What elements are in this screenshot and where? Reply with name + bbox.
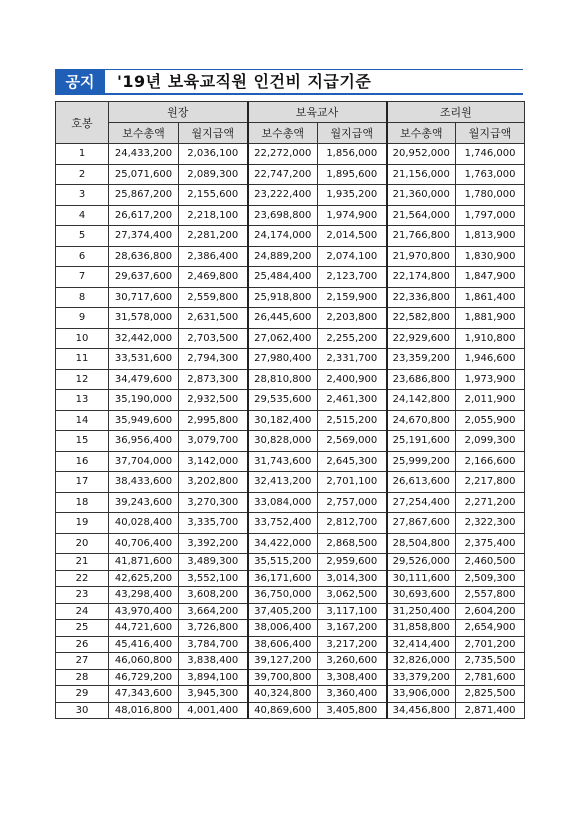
director-monthly-cell: 3,335,700	[179, 513, 248, 534]
step-cell: 20	[56, 533, 109, 554]
cook-annual-cell: 30,693,600	[387, 587, 456, 604]
teacher-annual-cell: 23,222,400	[248, 185, 318, 206]
director-annual-cell: 25,867,200	[109, 185, 179, 206]
teacher-annual-cell: 36,171,600	[248, 570, 318, 587]
step-cell: 11	[56, 349, 109, 370]
teacher-monthly-cell: 3,117,100	[318, 603, 387, 620]
director-annual-cell: 41,871,600	[109, 554, 179, 571]
cook-monthly-cell: 1,946,600	[456, 349, 525, 370]
teacher-annual-cell: 38,006,400	[248, 620, 318, 637]
cook-annual-cell: 22,174,800	[387, 267, 456, 288]
cook-annual-cell: 22,582,800	[387, 308, 456, 329]
director-monthly-cell: 3,838,400	[179, 653, 248, 670]
table-row	[56, 554, 525, 571]
cook-monthly-cell: 2,871,400	[456, 702, 525, 719]
step-cell: 6	[56, 246, 109, 267]
step-cell: 23	[56, 587, 109, 604]
teacher-monthly-cell: 2,203,800	[318, 308, 387, 329]
director-annual-cell: 27,374,400	[109, 226, 179, 247]
director-monthly-cell: 2,155,600	[179, 185, 248, 206]
cook-monthly-cell: 2,375,400	[456, 533, 525, 554]
director-annual-cell: 45,416,400	[109, 636, 179, 653]
director-monthly-cell: 3,489,300	[179, 554, 248, 571]
teacher-monthly-cell: 2,331,700	[318, 349, 387, 370]
cook-monthly-cell: 2,604,200	[456, 603, 525, 620]
director-monthly-cell: 3,142,000	[179, 451, 248, 472]
teacher-annual-cell: 34,422,000	[248, 533, 318, 554]
subheader-annual-total: 보수총액	[109, 123, 179, 144]
step-cell: 17	[56, 472, 109, 493]
director-monthly-cell: 2,703,500	[179, 328, 248, 349]
cook-monthly-cell: 1,763,000	[456, 164, 525, 185]
cook-annual-cell: 25,191,600	[387, 431, 456, 452]
director-annual-cell: 29,637,600	[109, 267, 179, 288]
cook-annual-cell: 21,360,000	[387, 185, 456, 206]
cook-annual-cell: 26,613,600	[387, 472, 456, 493]
teacher-annual-cell: 27,980,400	[248, 349, 318, 370]
director-annual-cell: 36,956,400	[109, 431, 179, 452]
cook-annual-cell: 30,111,600	[387, 570, 456, 587]
director-annual-cell: 35,190,000	[109, 390, 179, 411]
director-monthly-cell: 3,552,100	[179, 570, 248, 587]
step-cell: 24	[56, 603, 109, 620]
director-annual-cell: 43,298,400	[109, 587, 179, 604]
group-header-director: 원장	[109, 102, 248, 123]
table-row	[56, 451, 525, 472]
step-cell: 7	[56, 267, 109, 288]
step-cell: 1	[56, 144, 109, 165]
cook-annual-cell: 27,254,400	[387, 492, 456, 513]
step-cell: 29	[56, 686, 109, 703]
teacher-monthly-cell: 3,062,500	[318, 587, 387, 604]
subheader-monthly-pay: 월지급액	[179, 123, 248, 144]
teacher-annual-cell: 25,484,400	[248, 267, 318, 288]
cook-monthly-cell: 1,861,400	[456, 287, 525, 308]
director-annual-cell: 28,636,800	[109, 246, 179, 267]
cook-monthly-cell: 1,797,000	[456, 205, 525, 226]
cook-annual-cell: 31,858,800	[387, 620, 456, 637]
director-annual-cell: 46,060,800	[109, 653, 179, 670]
director-annual-cell: 43,970,400	[109, 603, 179, 620]
director-monthly-cell: 2,794,300	[179, 349, 248, 370]
teacher-monthly-cell: 3,308,400	[318, 669, 387, 686]
director-annual-cell: 38,433,600	[109, 472, 179, 493]
step-cell: 18	[56, 492, 109, 513]
table-row	[56, 349, 525, 370]
teacher-monthly-cell: 3,167,200	[318, 620, 387, 637]
step-cell: 15	[56, 431, 109, 452]
step-cell: 4	[56, 205, 109, 226]
cook-annual-cell: 21,766,800	[387, 226, 456, 247]
director-monthly-cell: 2,089,300	[179, 164, 248, 185]
cook-monthly-cell: 2,735,500	[456, 653, 525, 670]
table-row	[56, 205, 525, 226]
step-cell: 3	[56, 185, 109, 206]
teacher-monthly-cell: 2,757,000	[318, 492, 387, 513]
director-annual-cell: 32,442,000	[109, 328, 179, 349]
table-row	[56, 267, 525, 288]
teacher-monthly-cell: 2,959,600	[318, 554, 387, 571]
teacher-annual-cell: 40,324,800	[248, 686, 318, 703]
teacher-annual-cell: 39,127,200	[248, 653, 318, 670]
table-row	[56, 144, 525, 165]
cook-annual-cell: 27,867,600	[387, 513, 456, 534]
director-annual-cell: 42,625,200	[109, 570, 179, 587]
step-header: 호봉	[56, 102, 109, 144]
teacher-monthly-cell: 3,405,800	[318, 702, 387, 719]
teacher-monthly-cell: 1,935,200	[318, 185, 387, 206]
step-cell: 22	[56, 570, 109, 587]
cook-annual-cell: 22,336,800	[387, 287, 456, 308]
table-row	[56, 164, 525, 185]
subheader-monthly-pay: 월지급액	[456, 123, 525, 144]
teacher-monthly-cell: 3,360,400	[318, 686, 387, 703]
table-body	[56, 144, 525, 719]
teacher-monthly-cell: 1,974,900	[318, 205, 387, 226]
teacher-monthly-cell: 3,014,300	[318, 570, 387, 587]
director-monthly-cell: 4,001,400	[179, 702, 248, 719]
table-row	[56, 669, 525, 686]
cook-annual-cell: 33,379,200	[387, 669, 456, 686]
teacher-annual-cell: 35,515,200	[248, 554, 318, 571]
teacher-monthly-cell: 2,645,300	[318, 451, 387, 472]
teacher-monthly-cell: 2,515,200	[318, 410, 387, 431]
teacher-annual-cell: 33,752,400	[248, 513, 318, 534]
table-row	[56, 636, 525, 653]
cook-monthly-cell: 2,055,900	[456, 410, 525, 431]
director-annual-cell: 34,479,600	[109, 369, 179, 390]
cook-annual-cell: 24,142,800	[387, 390, 456, 411]
cook-monthly-cell: 2,701,200	[456, 636, 525, 653]
director-annual-cell: 40,706,400	[109, 533, 179, 554]
cook-annual-cell: 23,686,800	[387, 369, 456, 390]
table-row	[56, 226, 525, 247]
table-row	[56, 620, 525, 637]
cook-annual-cell: 32,414,400	[387, 636, 456, 653]
cook-annual-cell: 22,929,600	[387, 328, 456, 349]
cook-monthly-cell: 2,654,900	[456, 620, 525, 637]
teacher-annual-cell: 23,698,800	[248, 205, 318, 226]
cook-monthly-cell: 1,746,000	[456, 144, 525, 165]
teacher-monthly-cell: 3,217,200	[318, 636, 387, 653]
teacher-annual-cell: 37,405,200	[248, 603, 318, 620]
document-title: '19년 보육교직원 인건비 지급기준	[117, 72, 372, 91]
director-monthly-cell: 2,873,300	[179, 369, 248, 390]
teacher-annual-cell: 27,062,400	[248, 328, 318, 349]
cook-annual-cell: 21,156,000	[387, 164, 456, 185]
teacher-monthly-cell: 2,014,500	[318, 226, 387, 247]
step-cell: 16	[56, 451, 109, 472]
cook-monthly-cell: 1,910,800	[456, 328, 525, 349]
director-annual-cell: 47,343,600	[109, 686, 179, 703]
step-cell: 5	[56, 226, 109, 247]
teacher-annual-cell: 28,810,800	[248, 369, 318, 390]
teacher-monthly-cell: 2,159,900	[318, 287, 387, 308]
step-cell: 10	[56, 328, 109, 349]
cook-monthly-cell: 1,973,900	[456, 369, 525, 390]
step-cell: 19	[56, 513, 109, 534]
teacher-annual-cell: 40,869,600	[248, 702, 318, 719]
teacher-annual-cell: 25,918,800	[248, 287, 318, 308]
table-row	[56, 513, 525, 534]
director-monthly-cell: 3,894,100	[179, 669, 248, 686]
director-monthly-cell: 3,664,200	[179, 603, 248, 620]
director-annual-cell: 46,729,200	[109, 669, 179, 686]
cook-monthly-cell: 2,217,800	[456, 472, 525, 493]
cook-monthly-cell: 2,099,300	[456, 431, 525, 452]
step-cell: 13	[56, 390, 109, 411]
cook-annual-cell: 28,504,800	[387, 533, 456, 554]
step-cell: 2	[56, 164, 109, 185]
cook-annual-cell: 32,826,000	[387, 653, 456, 670]
director-monthly-cell: 3,392,200	[179, 533, 248, 554]
cook-annual-cell: 29,526,000	[387, 554, 456, 571]
table-row	[56, 328, 525, 349]
teacher-annual-cell: 32,413,200	[248, 472, 318, 493]
cook-monthly-cell: 2,825,500	[456, 686, 525, 703]
director-annual-cell: 48,016,800	[109, 702, 179, 719]
salary-table	[55, 101, 525, 719]
table-row	[56, 390, 525, 411]
cook-monthly-cell: 2,322,300	[456, 513, 525, 534]
table-row	[56, 369, 525, 390]
step-cell: 26	[56, 636, 109, 653]
director-annual-cell: 39,243,600	[109, 492, 179, 513]
teacher-monthly-cell: 1,856,000	[318, 144, 387, 165]
cook-monthly-cell: 2,509,300	[456, 570, 525, 587]
teacher-annual-cell: 39,700,800	[248, 669, 318, 686]
director-annual-cell: 37,704,000	[109, 451, 179, 472]
cook-monthly-cell: 1,847,900	[456, 267, 525, 288]
notice-header	[55, 69, 523, 95]
step-cell: 14	[56, 410, 109, 431]
step-cell: 8	[56, 287, 109, 308]
table-row	[56, 287, 525, 308]
director-annual-cell: 44,721,600	[109, 620, 179, 637]
cook-annual-cell: 21,970,800	[387, 246, 456, 267]
teacher-monthly-cell: 2,400,900	[318, 369, 387, 390]
director-monthly-cell: 3,079,700	[179, 431, 248, 452]
table-row	[56, 570, 525, 587]
subheader-annual-total: 보수총액	[387, 123, 456, 144]
teacher-monthly-cell: 2,461,300	[318, 390, 387, 411]
cook-annual-cell: 33,906,000	[387, 686, 456, 703]
table-row	[56, 246, 525, 267]
teacher-annual-cell: 24,889,200	[248, 246, 318, 267]
cook-annual-cell: 31,250,400	[387, 603, 456, 620]
director-monthly-cell: 3,784,700	[179, 636, 248, 653]
director-annual-cell: 25,071,600	[109, 164, 179, 185]
teacher-annual-cell: 22,747,200	[248, 164, 318, 185]
director-annual-cell: 24,433,200	[109, 144, 179, 165]
director-monthly-cell: 3,726,800	[179, 620, 248, 637]
cook-monthly-cell: 1,780,000	[456, 185, 525, 206]
teacher-monthly-cell: 2,868,500	[318, 533, 387, 554]
director-monthly-cell: 2,995,800	[179, 410, 248, 431]
teacher-monthly-cell: 2,701,100	[318, 472, 387, 493]
director-monthly-cell: 3,270,300	[179, 492, 248, 513]
teacher-monthly-cell: 2,812,700	[318, 513, 387, 534]
cook-monthly-cell: 2,166,600	[456, 451, 525, 472]
table-row	[56, 603, 525, 620]
step-cell: 12	[56, 369, 109, 390]
table-row	[56, 431, 525, 452]
step-cell: 9	[56, 308, 109, 329]
header-bottom-rule	[105, 93, 523, 95]
subheader-monthly-pay: 월지급액	[318, 123, 387, 144]
director-monthly-cell: 2,631,500	[179, 308, 248, 329]
cook-annual-cell: 25,999,200	[387, 451, 456, 472]
teacher-annual-cell: 29,535,600	[248, 390, 318, 411]
cook-monthly-cell: 2,271,200	[456, 492, 525, 513]
teacher-monthly-cell: 1,895,600	[318, 164, 387, 185]
cook-annual-cell: 23,359,200	[387, 349, 456, 370]
table-row	[56, 533, 525, 554]
table-row	[56, 472, 525, 493]
director-monthly-cell: 3,608,200	[179, 587, 248, 604]
cook-annual-cell: 34,456,800	[387, 702, 456, 719]
director-monthly-cell: 2,932,500	[179, 390, 248, 411]
teacher-annual-cell: 38,606,400	[248, 636, 318, 653]
table-row	[56, 587, 525, 604]
director-monthly-cell: 2,036,100	[179, 144, 248, 165]
teacher-annual-cell: 31,743,600	[248, 451, 318, 472]
table-row	[56, 702, 525, 719]
director-monthly-cell: 2,386,400	[179, 246, 248, 267]
teacher-annual-cell: 30,828,000	[248, 431, 318, 452]
teacher-monthly-cell: 2,255,200	[318, 328, 387, 349]
director-annual-cell: 33,531,600	[109, 349, 179, 370]
table-row	[56, 653, 525, 670]
step-cell: 21	[56, 554, 109, 571]
director-monthly-cell: 2,281,200	[179, 226, 248, 247]
director-monthly-cell: 3,202,800	[179, 472, 248, 493]
director-monthly-cell: 3,945,300	[179, 686, 248, 703]
table-row	[56, 410, 525, 431]
director-annual-cell: 26,617,200	[109, 205, 179, 226]
teacher-monthly-cell: 2,074,100	[318, 246, 387, 267]
table-row	[56, 492, 525, 513]
director-annual-cell: 30,717,600	[109, 287, 179, 308]
teacher-annual-cell: 22,272,000	[248, 144, 318, 165]
step-cell: 30	[56, 702, 109, 719]
step-cell: 27	[56, 653, 109, 670]
cook-annual-cell: 20,952,000	[387, 144, 456, 165]
director-monthly-cell: 2,218,100	[179, 205, 248, 226]
group-header-cook: 조리원	[387, 102, 525, 123]
teacher-annual-cell: 33,084,000	[248, 492, 318, 513]
teacher-annual-cell: 30,182,400	[248, 410, 318, 431]
teacher-annual-cell: 24,174,000	[248, 226, 318, 247]
director-monthly-cell: 2,469,800	[179, 267, 248, 288]
group-header-teacher: 보육교사	[248, 102, 387, 123]
cook-annual-cell: 21,564,000	[387, 205, 456, 226]
cook-monthly-cell: 1,881,900	[456, 308, 525, 329]
cook-monthly-cell: 2,557,800	[456, 587, 525, 604]
teacher-monthly-cell: 2,569,000	[318, 431, 387, 452]
cook-monthly-cell: 2,781,600	[456, 669, 525, 686]
teacher-annual-cell: 26,445,600	[248, 308, 318, 329]
table-row	[56, 308, 525, 329]
cook-monthly-cell: 2,011,900	[456, 390, 525, 411]
cook-monthly-cell: 1,813,900	[456, 226, 525, 247]
teacher-monthly-cell: 3,260,600	[318, 653, 387, 670]
director-monthly-cell: 2,559,800	[179, 287, 248, 308]
cook-monthly-cell: 1,830,900	[456, 246, 525, 267]
cook-annual-cell: 24,670,800	[387, 410, 456, 431]
step-cell: 25	[56, 620, 109, 637]
director-annual-cell: 40,028,400	[109, 513, 179, 534]
cook-monthly-cell: 2,460,500	[456, 554, 525, 571]
notice-badge: 공지	[55, 69, 105, 95]
table-row	[56, 185, 525, 206]
subheader-annual-total: 보수총액	[248, 123, 318, 144]
table-row	[56, 686, 525, 703]
director-annual-cell: 31,578,000	[109, 308, 179, 329]
teacher-annual-cell: 36,750,000	[248, 587, 318, 604]
step-cell: 28	[56, 669, 109, 686]
teacher-monthly-cell: 2,123,700	[318, 267, 387, 288]
director-annual-cell: 35,949,600	[109, 410, 179, 431]
